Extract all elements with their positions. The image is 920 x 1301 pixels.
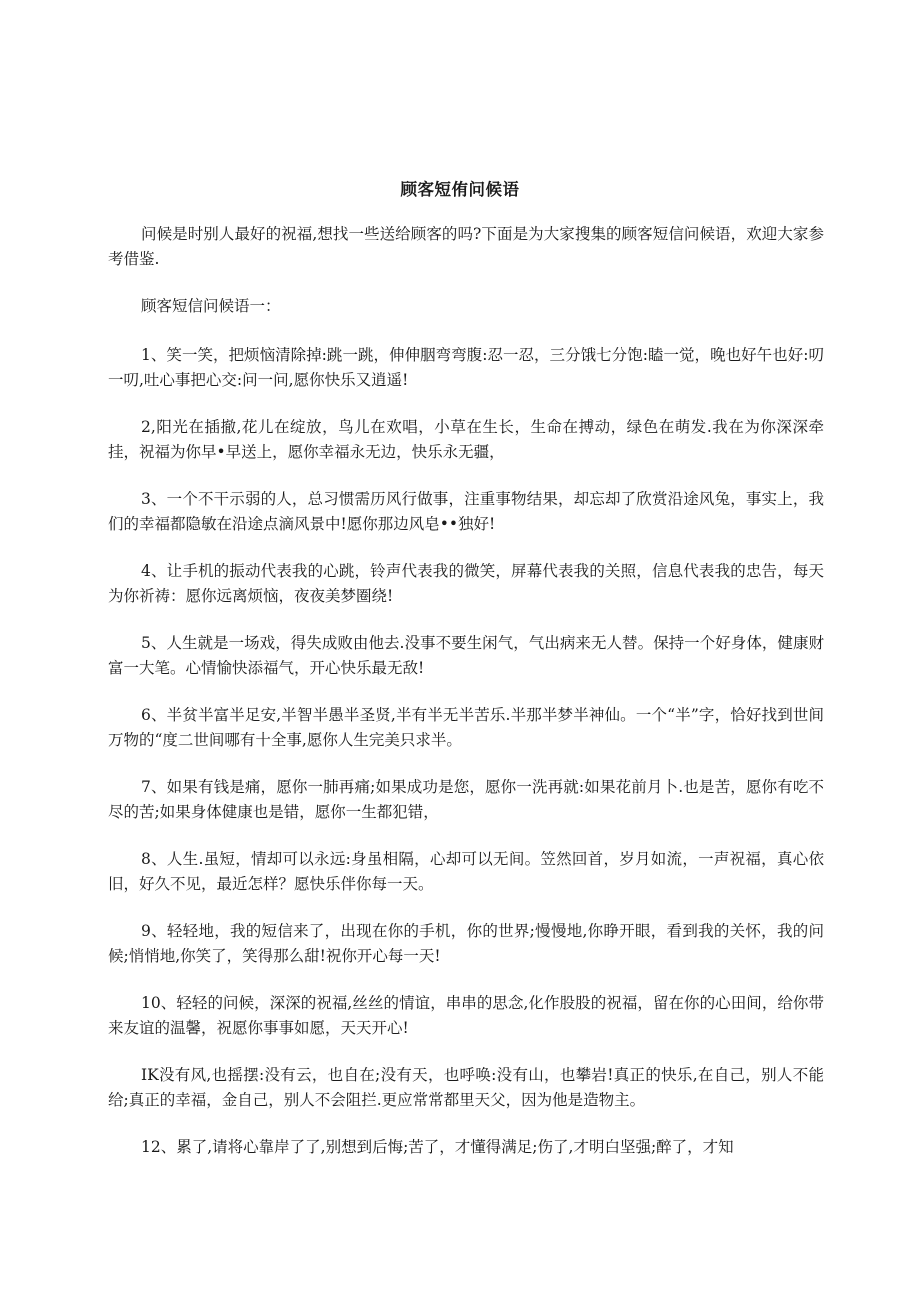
list-item: 5、人生就是一场戏，得失成败由他去.没事不要生闲气，气出病来无人替。保持一个好身体，健康财富一大笔。心情愉快添福气，开心快乐最无敌!: [108, 634, 824, 677]
intro-paragraph: 问候是时别人最好的祝福,想找一些送给顾客的吗?下面是为大家搜集的顾客短信问候语，欢迎大家参考借鉴.: [108, 225, 824, 268]
list-item: 9、轻轻地，我的短信来了，出现在你的手机，你的世界;慢慢地,你睁开眼，看到我的关怀，我的问候;悄悄地,你笑了，笑得那么甜!祝你开心每一天!: [108, 922, 824, 965]
list-item: 7、如果有钱是痛，愿你一肺再痛;如果成功是您，愿你一洗再就:如果花前月卜.也是苦，愿你有吃不尽的苦;如果身体健康也是错，愿你一生都犯错，: [108, 778, 824, 821]
document-title: 顾客短侑问候语: [400, 180, 520, 199]
list-item: 1、笑一笑，把烦恼清除掉:跳一跳，伸伸胭弯弯腹:忍一忍，三分饿七分饱:瞌一觉，晚也好午也好:叨一叨,吐心事把心交:问一问,愿你快乐又逍遥!: [108, 346, 824, 389]
list-item: IK没有风,也摇摆:没有云，也自在;没有天，也呼唤:没有山，也攀岩!真正的快乐,在自己，别人不能给;真正的幸福，金自己，别人不会阻拦.更应常常都里天父，因为他是造物主。: [108, 1066, 824, 1109]
list-item: 10、轻轻的问候，深深的祝福,丝丝的情谊，串串的思念,化作股股的祝福，留在你的心田间，给你带来友谊的温馨，祝愿你事事如愿，天天开心!: [108, 994, 824, 1037]
list-item: 12、累了,请将心靠岸了了,别想到后悔;苦了，才懂得满足;伤了,才明白坚强;醉了，才知: [141, 1138, 734, 1156]
list-item: 3、一个不干示弱的人，总习惯需历风行做事，注重事物结果，却忘却了欣赏沿途风兔，事实上，我们的幸福都隐敏在沿途点滴风景中!愿你那边风皂••独好!: [108, 490, 824, 533]
list-item: 8、人生.虽短，情却可以永远:身虽相隔，心却可以无间。笠然回首，岁月如流，一声祝福，真心依旧，好久不见，最近怎样？愿快乐伴你每一天。: [108, 850, 824, 893]
section-heading: 顾客短信问候语一：: [141, 297, 281, 315]
list-item: 6、半贫半富半足安,半智半愚半圣贤,半有半无半苦乐.半那半梦半神仙。一个“半”字，恰好找到世间万物的“度二世间哪有十全事,愿你人生完美只求半。: [108, 706, 824, 749]
document-body: [108, 222, 824, 1182]
list-item: 2,阳光在插撤,花儿在绽放，鸟儿在欢唱，小草在生长，生命在搏动，绿色在萌发.我在为你深深牵挂，祝福为你早•早送上，愿你幸福永无边，快乐永无疆，: [108, 418, 824, 461]
list-item: 4、让手机的振动代表我的心跳，铃声代表我的微笑，屏幕代表我的关照，信息代表我的忠告，每天为你祈祷：愿你远离烦恼，夜夜美梦圈绕!: [108, 562, 824, 605]
